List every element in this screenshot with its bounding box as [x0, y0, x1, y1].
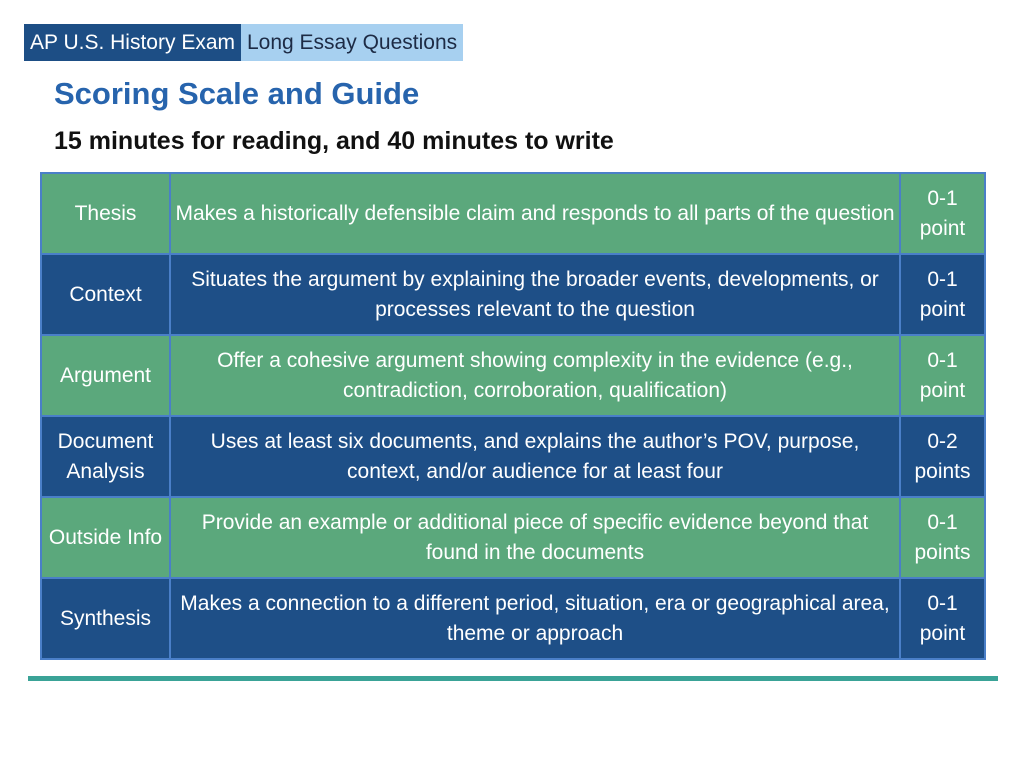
points-cell: 0-1 point: [900, 578, 985, 659]
table-row: [41, 497, 985, 578]
description-cell: Provide an example or additional piece of specific evidence beyond that found in the documents: [170, 497, 900, 578]
points-cell: 0-1 point: [900, 254, 985, 335]
category-cell: Argument: [41, 335, 170, 416]
description-cell: Uses at least six documents, and explains the author’s POV, purpose, context, and/or audience for at least four: [170, 416, 900, 497]
description-cell: Situates the argument by explaining the broader events, developments, or processes relevant to the question: [170, 254, 900, 335]
points-cell: 0-1 point: [900, 173, 985, 254]
course-label: AP U.S. History Exam: [24, 24, 241, 61]
table-row: [41, 254, 985, 335]
category-cell: Synthesis: [41, 578, 170, 659]
points-cell: 0-1 point: [900, 335, 985, 416]
category-cell: Thesis: [41, 173, 170, 254]
scoring-table: [40, 172, 986, 660]
description-cell: Offer a cohesive argument showing complexity in the evidence (e.g., contradiction, corroboration, qualification): [170, 335, 900, 416]
description-cell: Makes a connection to a different period, situation, era or geographical area, theme or approach: [170, 578, 900, 659]
page-subtitle: 15 minutes for reading, and 40 minutes to write: [54, 127, 614, 155]
bottom-divider: [28, 676, 998, 681]
header-bar: [24, 24, 463, 61]
description-cell: Makes a historically defensible claim and responds to all parts of the question: [170, 173, 900, 254]
category-cell: Outside Info: [41, 497, 170, 578]
section-label: Long Essay Questions: [241, 24, 463, 61]
points-cell: 0-2 points: [900, 416, 985, 497]
table-row: [41, 416, 985, 497]
table-row: [41, 335, 985, 416]
table-row: [41, 578, 985, 659]
table-row: [41, 173, 985, 254]
page-title: Scoring Scale and Guide: [54, 76, 420, 111]
category-cell: Context: [41, 254, 170, 335]
points-cell: 0-1 points: [900, 497, 985, 578]
category-cell: Document Analysis: [41, 416, 170, 497]
